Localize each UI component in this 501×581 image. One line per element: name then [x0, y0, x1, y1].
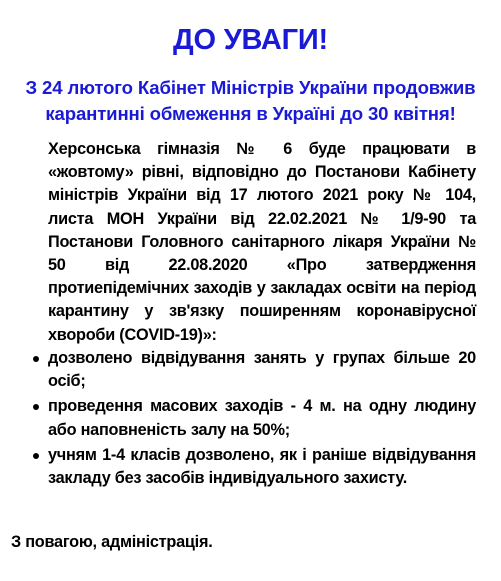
list-item-text: проведення масових заходів - 4 м. на одну людину або наповненість залу на 50%;	[48, 397, 476, 439]
list-item-text: учням 1-4 класів дозволено, як і раніше відвідування закладу без засобів індивідуального захисту.	[48, 445, 476, 488]
announcement-title: ДО УВАГИ!	[173, 24, 328, 56]
intro-paragraph: Херсонська гімназія № 6 буде працювати в «жовтому» рівні, відповідно до Постанови Кабінету міністрів України від 17 лютого 2021 року № 104, листа МОН України від 22.02.2021 № 1/9-90 та Постанови Головного санітарного лікаря України № 50 від 22.08.2020 «Про затвердження протиепідемічних заходів у закладах освіти на період карантину у зв'язку поширенням коронавірусної хвороби (COVID-19)»:	[48, 140, 476, 344]
announcement-subtitle: З 24 лютого Кабінет Міністрів України продовжив карантинні обмеження в Україні до 30 квітня!	[25, 77, 476, 124]
bullet-icon	[33, 404, 39, 410]
list-item-text: дозволено відвідування занять у групах більше 20 осіб;	[48, 349, 476, 391]
list-item	[48, 395, 476, 441]
list-item	[48, 444, 476, 490]
bullet-icon	[33, 453, 39, 459]
bullet-icon	[33, 356, 39, 362]
rules-list	[48, 347, 476, 492]
signature: З повагою, адміністрація.	[11, 533, 213, 551]
list-item	[48, 347, 476, 393]
